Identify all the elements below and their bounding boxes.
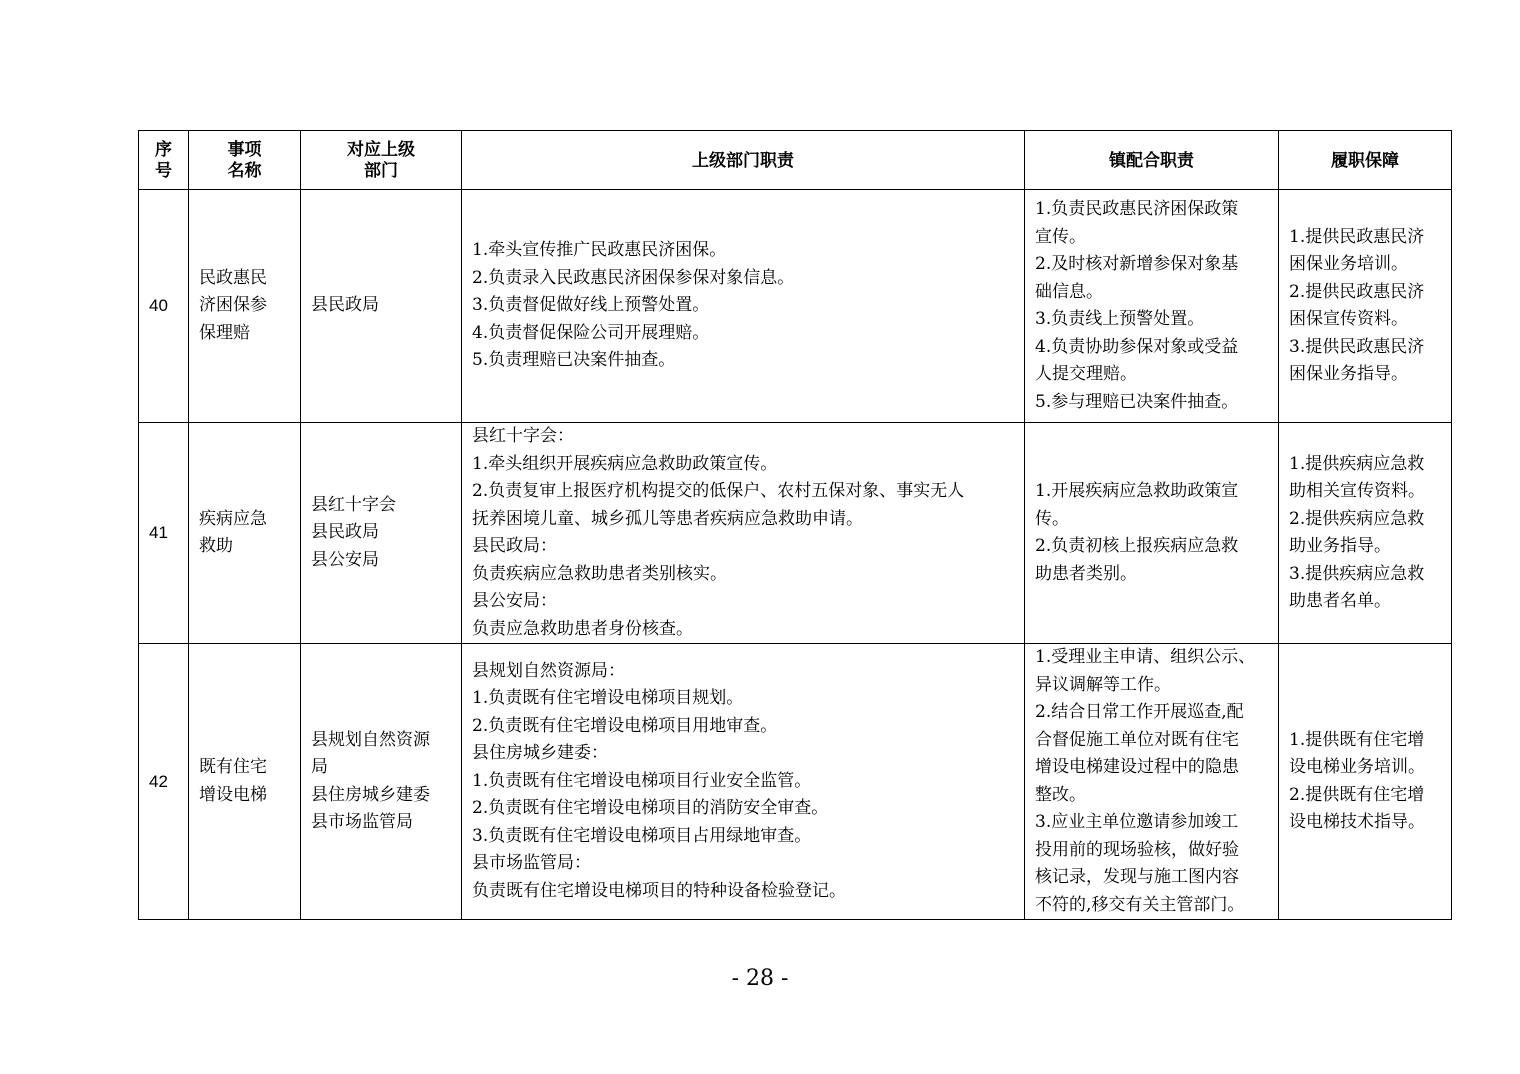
table-row xyxy=(139,190,1452,423)
duties-table xyxy=(138,130,1452,920)
table-row xyxy=(139,644,1452,920)
row-item-name: 既有住宅 增设电梯 xyxy=(189,644,301,920)
row-item-name: 民政惠民 济困保参 保理赔 xyxy=(189,190,301,423)
header-upper-dept: 对应上级 部门 xyxy=(301,131,462,190)
row-upper-dept: 县民政局 xyxy=(301,190,462,423)
header-row xyxy=(139,131,1452,190)
row-guarantee: 1.提供民政惠民济 困保业务培训。 2.提供民政惠民济 困保宣传资料。 3.提供民政惠民济 困保业务指导。 xyxy=(1279,190,1452,423)
row-seq: 41 xyxy=(139,423,189,644)
row-guarantee: 1.提供既有住宅增 设电梯业务培训。 2.提供既有住宅增 设电梯技术指导。 xyxy=(1279,644,1452,920)
header-town-duties: 镇配合职责 xyxy=(1025,131,1279,190)
row-item-name: 疾病应急 救助 xyxy=(189,423,301,644)
row-seq: 42 xyxy=(139,644,189,920)
page-number: - 28 - xyxy=(731,966,789,991)
row-upper-dept: 县规划自然资源 局 县住房城乡建委 县市场监管局 xyxy=(301,644,462,920)
table-row xyxy=(139,423,1452,644)
row-guarantee: 1.提供疾病应急救 助相关宣传资料。 2.提供疾病应急救 助业务指导。 3.提供疾病应急救 助患者名单。 xyxy=(1279,423,1452,644)
header-item-name: 事项 名称 xyxy=(189,131,301,190)
row-seq: 40 xyxy=(139,190,189,423)
row-upper-duties: 县规划自然资源局： 1.负责既有住宅增设电梯项目规划。 2.负责既有住宅增设电梯项目用地审查。 县住房城乡建委： 1.负责既有住宅增设电梯项目行业安全监管。 2.负责既有住宅增设电梯项目的消防安全审查。 3.负责既有住宅增设电梯项目占用绿地审查。 县市场监管局： 负责既有住宅增设电梯项目的特种设备检验登记。 xyxy=(462,644,1025,920)
row-upper-dept: 县红十字会 县民政局 县公安局 xyxy=(301,423,462,644)
header-upper-duties: 上级部门职责 xyxy=(462,131,1025,190)
row-town-duties: 1.开展疾病应急救助政策宣 传。 2.负责初核上报疾病应急救 助患者类别。 xyxy=(1025,423,1279,644)
row-town-duties: 1.受理业主申请、组织公示、 异议调解等工作。 2.结合日常工作开展巡查,配 合督促施工单位对既有住宅 增设电梯建设过程中的隐患 整改。 3.应业主单位邀请参加竣工 投用前的现场验核，做好验 核记录，发现与施工图内容 不符的,移交有关主管部门。 xyxy=(1025,644,1279,920)
header-seq: 序 号 xyxy=(139,131,189,190)
row-upper-duties: 县红十字会： 1.牵头组织开展疾病应急救助政策宣传。 2.负责复审上报医疗机构提交的低保户、农村五保对象、事实无人 抚养困境儿童、城乡孤儿等患者疾病应急救助申请。 县民政局： 负责疾病应急救助患者类别核实。 县公安局： 负责应急救助患者身份核查。 xyxy=(462,423,1025,644)
row-upper-duties: 1.牵头宣传推广民政惠民济困保。 2.负责录入民政惠民济困保参保对象信息。 3.负责督促做好线上预警处置。 4.负责督促保险公司开展理赔。 5.负责理赔已决案件抽查。 xyxy=(462,190,1025,423)
row-town-duties: 1.负责民政惠民济困保政策 宣传。 2.及时核对新增参保对象基 础信息。 3.负责线上预警处置。 4.负责协助参保对象或受益 人提交理赔。 5.参与理赔已决案件抽查。 xyxy=(1025,190,1279,423)
header-guarantee: 履职保障 xyxy=(1279,131,1452,190)
